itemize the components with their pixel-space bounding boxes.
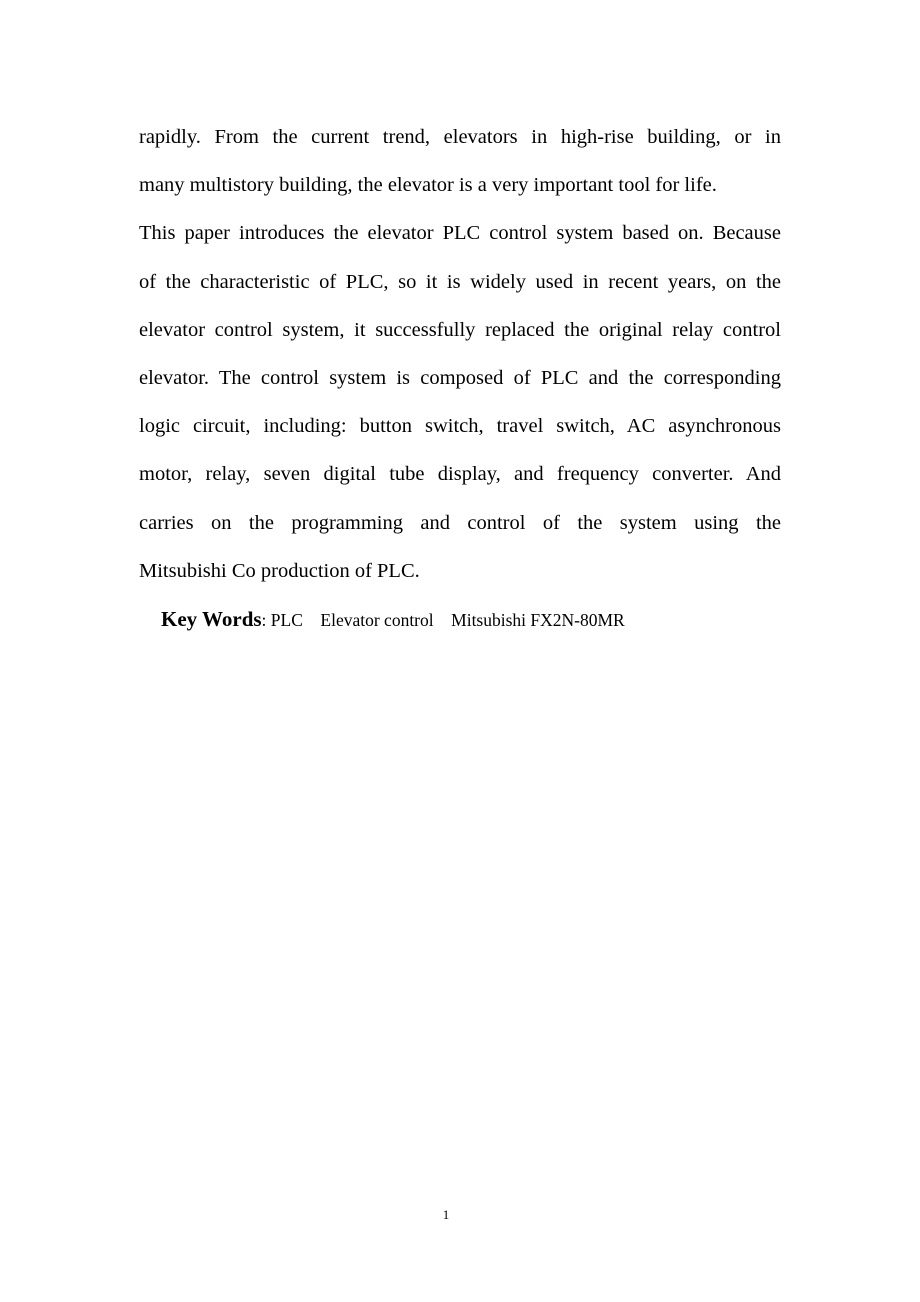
body-line: many multistory building, the elevator is a very important tool for life. bbox=[139, 174, 717, 197]
body-line: This paper introduces the elevator PLC control system based on. Because bbox=[139, 222, 781, 245]
page-number: 1 bbox=[442, 1207, 450, 1222]
body-line: of the characteristic of PLC, so it is widely used in recent years, on the bbox=[139, 270, 781, 293]
body-line: elevator control system, it successfully replaced the original relay control bbox=[139, 318, 781, 341]
keyword-item: Mitsubishi FX2N-80MR bbox=[451, 610, 625, 630]
keyword-item: PLC bbox=[270, 610, 303, 630]
keyword-item: Elevator control bbox=[320, 610, 434, 630]
keywords-separator: : bbox=[261, 610, 271, 630]
body-line: carries on the programming and control of the system using the bbox=[139, 511, 781, 534]
body-line: motor, relay, seven digital tube display, and frequency converter. And bbox=[139, 463, 781, 486]
abstract-body bbox=[139, 113, 781, 595]
body-line: elevator. The control system is composed of PLC and the corresponding bbox=[139, 366, 781, 389]
body-line: Mitsubishi Co production of PLC. bbox=[139, 559, 420, 582]
body-line: logic circuit, including: button switch, travel switch, AC asynchronous bbox=[139, 415, 781, 438]
keywords-label: Key Words bbox=[161, 607, 262, 631]
body-line: rapidly. From the current trend, elevators in high-rise building, or in bbox=[139, 126, 781, 148]
keywords-line bbox=[161, 599, 625, 640]
